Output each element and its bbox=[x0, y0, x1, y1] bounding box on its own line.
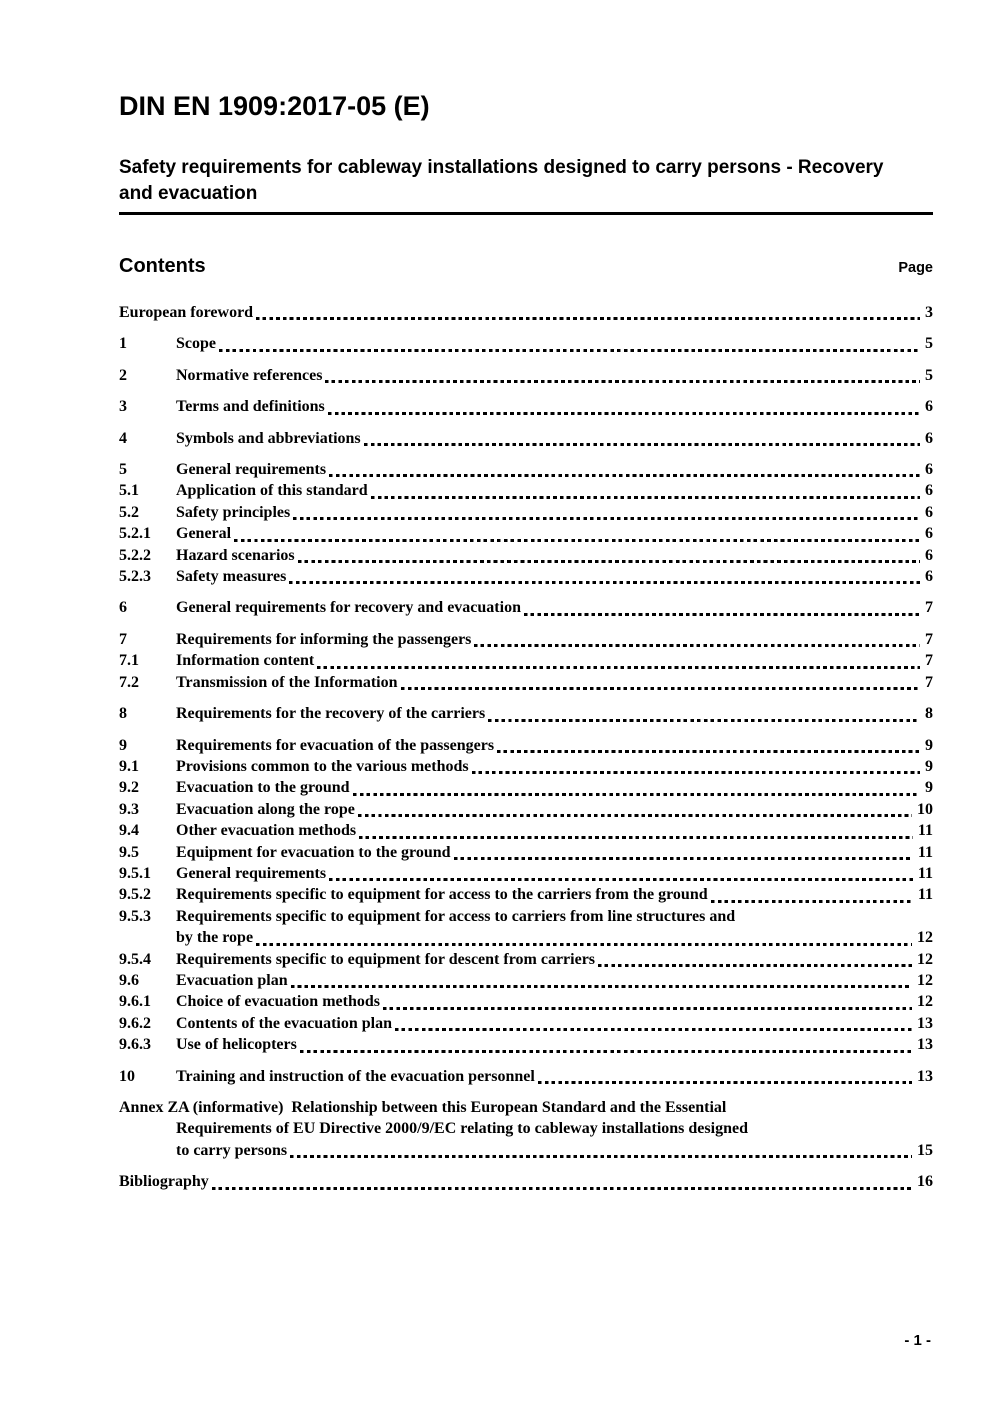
toc-page-number: 12 bbox=[917, 993, 933, 1011]
toc-page-number: 11 bbox=[917, 864, 933, 882]
dotted-leader bbox=[401, 687, 921, 690]
page-column-label: Page bbox=[898, 260, 933, 276]
dotted-leader bbox=[474, 644, 920, 647]
toc-page-number: 6 bbox=[925, 398, 933, 416]
toc-entry-number: 9.6 bbox=[119, 971, 139, 989]
toc-entry-number: 9.6.2 bbox=[119, 1014, 151, 1032]
toc-entry-title: Evacuation to the ground bbox=[176, 779, 350, 797]
toc-entry[interactable] bbox=[119, 777, 933, 798]
toc-entry-title: Use of helicopters bbox=[176, 1036, 297, 1054]
toc-entry-title: Evacuation plan bbox=[176, 971, 288, 989]
toc-entry[interactable] bbox=[119, 566, 933, 587]
toc-page-number: 6 bbox=[925, 429, 933, 447]
toc-page-number: 9 bbox=[925, 779, 933, 797]
dotted-leader bbox=[234, 539, 920, 542]
document-subtitle-line: Safety requirements for cableway installations designed to carry persons - Recovery bbox=[119, 157, 884, 178]
toc-page-number: 12 bbox=[917, 929, 933, 947]
toc-entry-number: 9.4 bbox=[119, 822, 139, 840]
toc-entry-number: 4 bbox=[119, 429, 127, 447]
toc-entry-title: Normative references bbox=[176, 366, 323, 384]
contents-header bbox=[119, 255, 933, 278]
toc-entry-number: 5 bbox=[119, 461, 127, 479]
toc-entry[interactable] bbox=[119, 703, 933, 724]
toc-entry-title: Transmission of the Information bbox=[176, 673, 398, 691]
dotted-leader bbox=[290, 1155, 912, 1158]
dotted-leader bbox=[359, 836, 913, 839]
toc-entry-title: Provisions common to the various methods bbox=[176, 757, 469, 775]
footer-page-number: - 1 - bbox=[904, 1332, 931, 1349]
document-subtitle bbox=[119, 155, 933, 215]
toc-entry[interactable] bbox=[119, 1013, 933, 1034]
toc-entry-number: 9.2 bbox=[119, 779, 139, 797]
toc-page-number: 3 bbox=[925, 304, 933, 321]
toc-entry-title: Safety principles bbox=[176, 503, 291, 521]
toc-entry-number: 9.5.2 bbox=[119, 886, 151, 904]
toc-entry-text-line: Requirements of EU Directive 2000/9/EC relating to cableway installations designed bbox=[176, 1120, 748, 1138]
toc-entry-title: Hazard scenarios bbox=[176, 546, 295, 564]
toc-entry[interactable] bbox=[119, 629, 933, 650]
document-subtitle-line: and evacuation bbox=[119, 183, 258, 204]
toc-entry-number: 8 bbox=[119, 705, 127, 723]
toc-entry-title: Evacuation along the rope bbox=[176, 800, 355, 818]
toc-entry-title: Requirements for the recovery of the carriers bbox=[176, 705, 486, 723]
toc-entry[interactable] bbox=[119, 842, 933, 863]
toc-entry[interactable] bbox=[119, 1066, 933, 1087]
toc-entry-number: 9.5.4 bbox=[119, 950, 151, 968]
toc-entry-number: 5.2 bbox=[119, 503, 139, 521]
toc-page-number: 13 bbox=[917, 1067, 933, 1085]
toc-entry[interactable] bbox=[119, 480, 933, 501]
toc-entry[interactable] bbox=[119, 459, 933, 480]
toc-entry[interactable] bbox=[119, 597, 933, 618]
toc-page-number: 6 bbox=[925, 461, 933, 479]
dotted-leader bbox=[256, 317, 920, 320]
toc-entry-number: 9.1 bbox=[119, 757, 139, 775]
toc-entry-number: 10 bbox=[119, 1067, 135, 1085]
toc-page-number: 11 bbox=[917, 822, 933, 840]
toc-page-number: 7 bbox=[925, 599, 933, 617]
toc-page-number: 7 bbox=[925, 652, 933, 670]
toc-entry[interactable] bbox=[119, 428, 933, 449]
toc-page-number: 6 bbox=[925, 503, 933, 521]
toc-entry[interactable] bbox=[119, 333, 933, 354]
document-title: DIN EN 1909:2017-05 (E) bbox=[119, 91, 430, 121]
dotted-leader bbox=[497, 750, 920, 753]
dotted-leader bbox=[358, 814, 912, 817]
dotted-leader bbox=[256, 943, 912, 946]
toc-entry-number: 1 bbox=[119, 335, 127, 353]
toc-entry-number: 9.3 bbox=[119, 800, 139, 818]
toc-entry[interactable] bbox=[119, 949, 933, 970]
toc-entry-title: Requirements specific to equipment for descent from carriers bbox=[176, 950, 596, 968]
toc-entry-title: Equipment for evacuation to the ground bbox=[176, 843, 451, 861]
toc-page-number: 10 bbox=[917, 800, 933, 818]
toc-page-number: 5 bbox=[925, 366, 933, 384]
toc-entry-number: 7.1 bbox=[119, 652, 139, 670]
toc-page-number: 11 bbox=[917, 843, 933, 861]
toc-entry-number: 5.2.3 bbox=[119, 568, 151, 586]
toc-entry-title: Choice of evacuation methods bbox=[176, 993, 380, 1011]
dotted-leader bbox=[454, 857, 913, 860]
toc-entry-text-line: Requirements specific to equipment for access to carriers from line structures and bbox=[176, 907, 736, 925]
toc-entry-number: 7.2 bbox=[119, 673, 139, 691]
toc-entry-title: Information content bbox=[176, 652, 315, 670]
toc-entry-title: Requirements for informing the passengers bbox=[176, 630, 472, 648]
dotted-leader bbox=[371, 496, 920, 499]
dotted-leader bbox=[289, 581, 920, 584]
contents-heading: Contents bbox=[119, 255, 206, 277]
dotted-leader bbox=[524, 613, 920, 616]
toc-entry-title: Bibliography bbox=[119, 1173, 209, 1191]
toc-entry-title: European foreword bbox=[119, 304, 254, 321]
toc-page-number: 15 bbox=[917, 1141, 933, 1159]
dotted-leader bbox=[598, 964, 912, 967]
dotted-leader bbox=[219, 349, 920, 352]
toc-entry[interactable] bbox=[119, 735, 933, 756]
toc-page-number: 13 bbox=[917, 1014, 933, 1032]
dotted-leader bbox=[317, 666, 920, 669]
toc-entry[interactable] bbox=[119, 1171, 933, 1192]
toc-page-number: 7 bbox=[925, 673, 933, 691]
toc-entry-number: 5.1 bbox=[119, 482, 139, 500]
toc-entry[interactable] bbox=[119, 302, 933, 323]
toc-entry-title: General bbox=[176, 525, 232, 543]
dotted-leader bbox=[329, 474, 920, 477]
toc-entry-title: to carry persons bbox=[176, 1141, 288, 1159]
toc-entry-number: 7 bbox=[119, 630, 127, 648]
toc-entry-number: 3 bbox=[119, 398, 127, 416]
dotted-leader bbox=[293, 517, 920, 520]
toc-list bbox=[119, 302, 933, 1193]
toc-entry[interactable] bbox=[119, 970, 933, 991]
toc-entry-title: Terms and definitions bbox=[176, 398, 325, 416]
toc-entry[interactable] bbox=[119, 523, 933, 544]
toc-entry[interactable] bbox=[119, 863, 933, 884]
toc-entry-number: 9.5.1 bbox=[119, 864, 151, 882]
toc-page-number: 9 bbox=[925, 736, 933, 754]
toc-entry-text-line: Annex ZA (informative) Relationship between this European Standard and the Essential bbox=[119, 1099, 727, 1116]
dotted-leader bbox=[329, 878, 913, 881]
toc-entry[interactable] bbox=[119, 672, 933, 693]
dotted-leader bbox=[364, 443, 920, 446]
toc-entry-title: Requirements specific to equipment for access to the carriers from the ground bbox=[176, 886, 708, 904]
dotted-leader bbox=[353, 793, 920, 796]
toc-entry-number: 9.6.3 bbox=[119, 1036, 151, 1054]
toc-page-number: 13 bbox=[917, 1036, 933, 1054]
toc-entry[interactable] bbox=[119, 545, 933, 566]
toc-entry-title: Other evacuation methods bbox=[176, 822, 357, 840]
toc-entry-number: 9 bbox=[119, 736, 127, 754]
toc-entry[interactable] bbox=[119, 396, 933, 417]
toc-entry-title: General requirements bbox=[176, 461, 327, 479]
dotted-leader bbox=[472, 771, 920, 774]
dotted-leader bbox=[325, 380, 920, 383]
toc-page-number: 11 bbox=[917, 886, 933, 904]
dotted-leader bbox=[383, 1007, 912, 1010]
toc-entry[interactable] bbox=[119, 650, 933, 671]
toc-page-number: 6 bbox=[925, 482, 933, 500]
dotted-leader bbox=[711, 900, 913, 903]
toc-entry-title: Training and instruction of the evacuation personnel bbox=[176, 1067, 535, 1085]
toc-page-number: 12 bbox=[917, 950, 933, 968]
dotted-leader bbox=[298, 560, 920, 563]
toc-entry-number: 6 bbox=[119, 599, 127, 617]
toc-entry-number: 5.2.1 bbox=[119, 525, 151, 543]
dotted-leader bbox=[488, 719, 920, 722]
toc-entry-title: Safety measures bbox=[176, 568, 287, 586]
toc-entry-title: by the rope bbox=[176, 929, 254, 947]
toc-entry-title: General requirements for recovery and evacuation bbox=[176, 599, 521, 617]
toc-entry[interactable] bbox=[119, 991, 933, 1012]
toc-page-number: 12 bbox=[917, 971, 933, 989]
dotted-leader bbox=[291, 985, 912, 988]
toc-entry-number: 2 bbox=[119, 366, 127, 384]
dotted-leader bbox=[212, 1187, 912, 1190]
dotted-leader bbox=[395, 1028, 912, 1031]
toc-entry[interactable] bbox=[119, 1034, 933, 1055]
toc-entry[interactable] bbox=[119, 906, 933, 949]
toc-page-number: 6 bbox=[925, 568, 933, 586]
dotted-leader bbox=[300, 1050, 912, 1053]
toc-entry-number: 9.5 bbox=[119, 843, 139, 861]
toc-entry-title: General requirements bbox=[176, 864, 327, 882]
toc-entry[interactable] bbox=[119, 756, 933, 777]
toc-entry-number: 9.6.1 bbox=[119, 993, 151, 1011]
toc-page-number: 5 bbox=[925, 335, 933, 353]
toc-entry[interactable] bbox=[119, 820, 933, 841]
toc-page-number: 9 bbox=[925, 757, 933, 775]
toc-entry-title: Application of this standard bbox=[176, 482, 368, 500]
toc-page-number: 6 bbox=[925, 546, 933, 564]
toc-entry-number: 5.2.2 bbox=[119, 546, 151, 564]
toc-entry-number: 9.5.3 bbox=[119, 907, 151, 925]
toc-page-number: 8 bbox=[925, 705, 933, 723]
toc-entry[interactable] bbox=[119, 502, 933, 523]
toc-entry-title: Scope bbox=[176, 335, 216, 353]
toc-entry[interactable] bbox=[119, 365, 933, 386]
dotted-leader bbox=[328, 412, 920, 415]
toc-page-number: 7 bbox=[925, 630, 933, 648]
toc-entry-title: Symbols and abbreviations bbox=[176, 429, 361, 447]
toc-entry-title: Requirements for evacuation of the passengers bbox=[176, 736, 495, 754]
dotted-leader bbox=[538, 1081, 912, 1084]
toc-entry[interactable] bbox=[119, 884, 933, 905]
toc-page-number: 16 bbox=[917, 1173, 933, 1191]
toc-entry[interactable] bbox=[119, 799, 933, 820]
toc-page-number: 6 bbox=[925, 525, 933, 543]
toc-entry-title: Contents of the evacuation plan bbox=[176, 1014, 393, 1032]
toc-entry[interactable] bbox=[119, 1097, 933, 1161]
